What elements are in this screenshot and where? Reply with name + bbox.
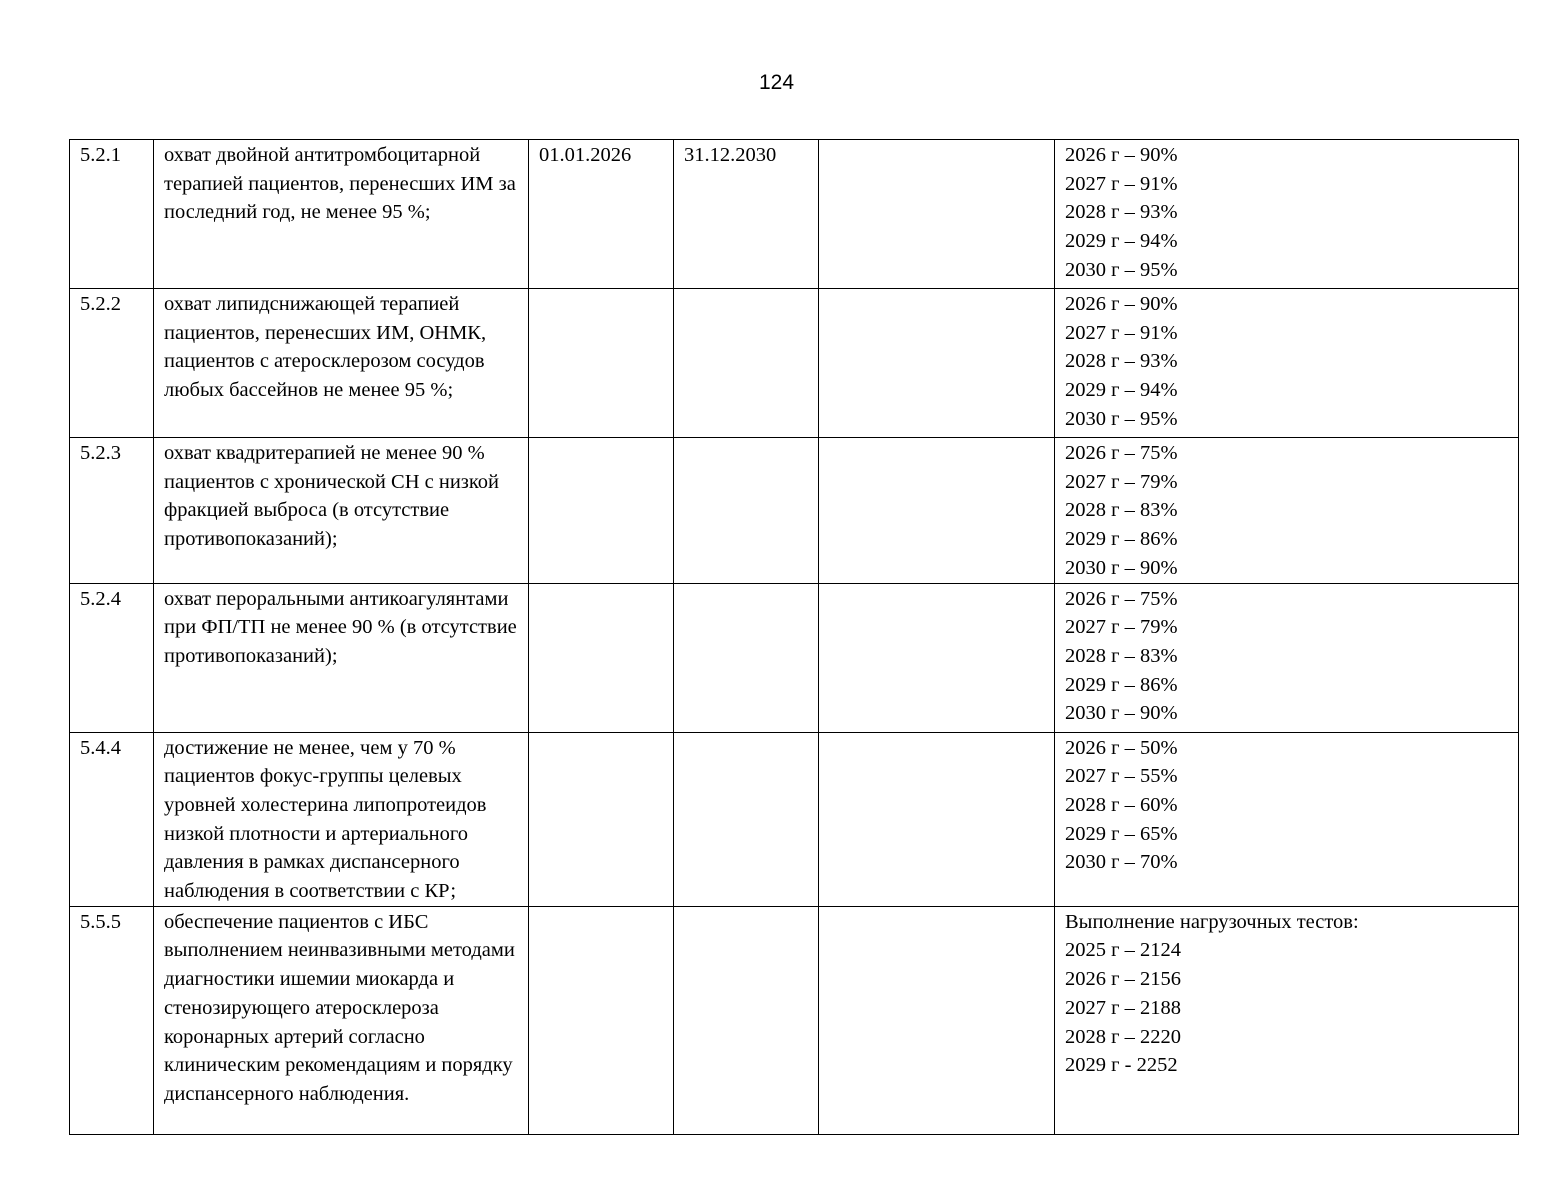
measure-description: охват квадритерапией не менее 90 % пациентов с хронической СН с низкой фракцией выброса (в отсутствие противопоказаний); bbox=[154, 438, 529, 584]
start-date bbox=[529, 906, 674, 1134]
row-number: 5.2.3 bbox=[70, 438, 154, 584]
target-values bbox=[1055, 583, 1519, 732]
target-line: 2028 г – 93% bbox=[1065, 350, 1178, 373]
target-line: 2029 г – 94% bbox=[1065, 230, 1178, 253]
row-number: 5.2.1 bbox=[70, 140, 154, 289]
target-line: 2026 г – 75% bbox=[1065, 442, 1178, 464]
target-line: 2026 г – 50% bbox=[1065, 736, 1178, 759]
target-line: 2027 г – 79% bbox=[1065, 616, 1178, 639]
responsible-cell bbox=[819, 583, 1055, 732]
responsible-cell bbox=[819, 289, 1055, 438]
target-line: 2030 г – 90% bbox=[1065, 702, 1178, 725]
start-date bbox=[529, 289, 674, 438]
target-line: 2027 г – 55% bbox=[1065, 765, 1178, 788]
target-line: Выполнение нагрузочных тестов: bbox=[1065, 910, 1359, 933]
end-date bbox=[674, 732, 819, 906]
target-values bbox=[1055, 289, 1519, 438]
responsible-cell bbox=[819, 438, 1055, 584]
table-row bbox=[70, 732, 1519, 906]
target-line: 2030 г – 70% bbox=[1065, 851, 1178, 874]
target-line: 2030 г – 90% bbox=[1065, 556, 1178, 579]
target-values bbox=[1055, 140, 1519, 289]
responsible-cell bbox=[819, 140, 1055, 289]
measure-description: обеспечение пациентов с ИБС выполнением неинвазивными методами диагностики ишемии миокарда и стенозирующего атеросклероза коронарных артерий согласно клиническим рекомендациям и порядку диспансерного наблюдения. bbox=[154, 906, 529, 1134]
target-line: 2028 г – 93% bbox=[1065, 201, 1178, 224]
target-values bbox=[1055, 438, 1519, 584]
measure-description: охват липидснижающей терапией пациентов, перенесших ИМ, ОНМК, пациентов с атеросклерозом сосудов любых бассейнов не менее 95 %; bbox=[154, 289, 529, 438]
start-date bbox=[529, 583, 674, 732]
plan-table bbox=[69, 139, 1519, 1135]
target-line: 2030 г – 95% bbox=[1065, 407, 1178, 430]
table-row bbox=[70, 583, 1519, 732]
target-line: 2029 г – 86% bbox=[1065, 673, 1178, 696]
target-values bbox=[1055, 732, 1519, 906]
target-line: 2027 г – 79% bbox=[1065, 470, 1178, 493]
table-row bbox=[70, 289, 1519, 438]
table-row bbox=[70, 140, 1519, 289]
target-line: 2027 г – 91% bbox=[1065, 321, 1178, 344]
row-number: 5.4.4 bbox=[70, 732, 154, 906]
end-date: 31.12.2030 bbox=[674, 140, 819, 289]
measure-description: охват двойной антитромбоцитарной терапией пациентов, перенесших ИМ за последний год, не менее 95 %; bbox=[154, 140, 529, 289]
target-line: 2028 г – 2220 bbox=[1065, 1025, 1182, 1048]
end-date bbox=[674, 583, 819, 732]
target-line: 2028 г – 83% bbox=[1065, 644, 1178, 667]
target-line: 2027 г – 2188 bbox=[1065, 996, 1182, 1019]
end-date bbox=[674, 906, 819, 1134]
target-line: 2027 г – 91% bbox=[1065, 172, 1178, 195]
target-line: 2026 г – 90% bbox=[1065, 144, 1178, 166]
start-date: 01.01.2026 bbox=[529, 140, 674, 289]
responsible-cell bbox=[819, 732, 1055, 906]
target-line: 2028 г – 83% bbox=[1065, 499, 1178, 522]
end-date bbox=[674, 438, 819, 584]
measure-description: достижение не менее, чем у 70 % пациентов фокус-группы целевых уровней холестерина липопротеидов низкой плотности и артериального давления в рамках диспансерного наблюдения в соответствии с КР; bbox=[154, 732, 529, 906]
target-line: 2026 г – 90% bbox=[1065, 293, 1178, 315]
measure-description: охват пероральными антикоагулянтами при ФП/ТП не менее 90 % (в отсутствие противопоказаний); bbox=[154, 583, 529, 732]
end-date bbox=[674, 289, 819, 438]
target-line: 2029 г - 2252 bbox=[1065, 1054, 1178, 1077]
target-line: 2026 г – 2156 bbox=[1065, 968, 1182, 991]
target-line: 2029 г – 94% bbox=[1065, 379, 1178, 402]
responsible-cell bbox=[819, 906, 1055, 1134]
target-line: 2028 г – 60% bbox=[1065, 793, 1178, 816]
page-number: 124 bbox=[758, 71, 795, 94]
target-line: 2026 г – 75% bbox=[1065, 587, 1178, 610]
start-date bbox=[529, 438, 674, 584]
target-values bbox=[1055, 906, 1519, 1134]
start-date bbox=[529, 732, 674, 906]
table-row bbox=[70, 906, 1519, 1134]
row-number: 5.5.5 bbox=[70, 906, 154, 1134]
target-line: 2025 г – 2124 bbox=[1065, 939, 1182, 962]
table-row bbox=[70, 438, 1519, 584]
row-number: 5.2.2 bbox=[70, 289, 154, 438]
target-line: 2030 г – 95% bbox=[1065, 258, 1178, 281]
target-line: 2029 г – 65% bbox=[1065, 822, 1178, 845]
row-number: 5.2.4 bbox=[70, 583, 154, 732]
target-line: 2029 г – 86% bbox=[1065, 528, 1178, 551]
